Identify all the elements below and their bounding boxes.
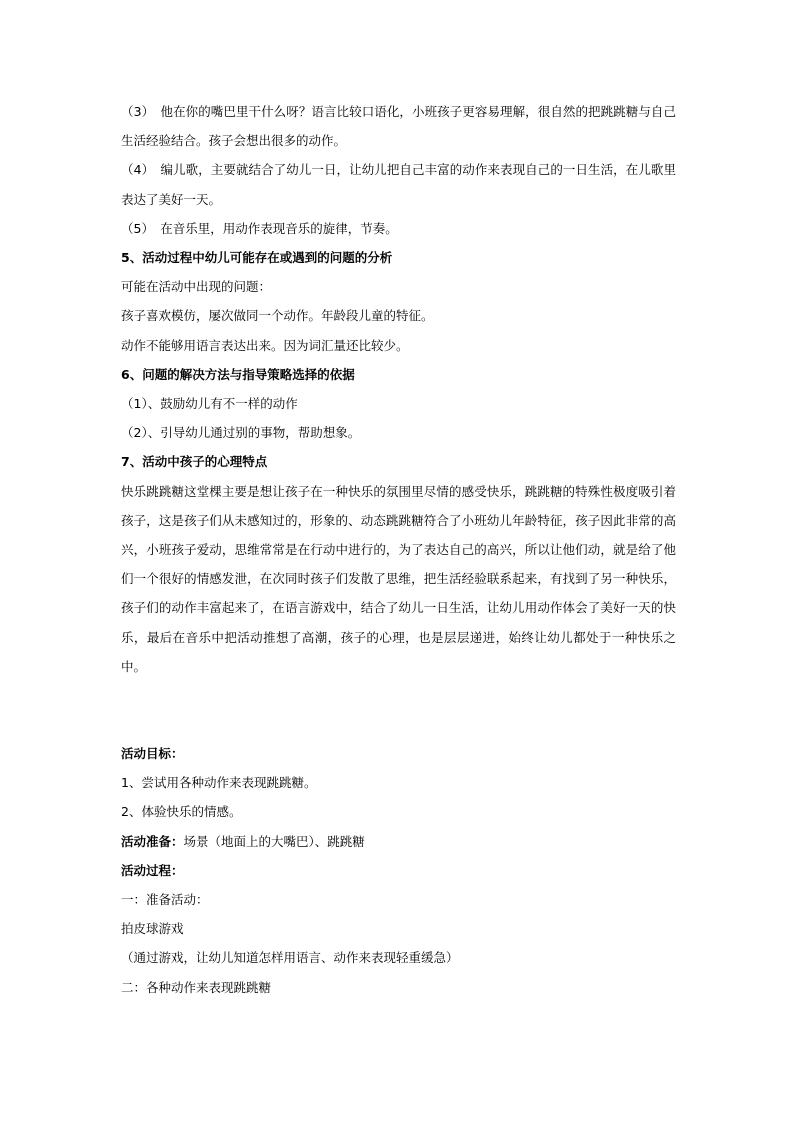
- problem-intro: 可能在活动中出现的问题：: [121, 279, 272, 295]
- preparation-line: [121, 827, 676, 856]
- section-heading-7: 7、活动中孩子的心理特点: [121, 454, 268, 470]
- problem-1: 孩子喜欢模仿，屡次做同一个动作。年龄段儿童的特征。: [121, 308, 434, 324]
- process-heading: 活动过程：: [121, 862, 184, 878]
- problem-2: 动作不能够用语言表达出来。因为词汇量还比较少。: [121, 337, 409, 353]
- preparation-label: 活动准备：: [121, 833, 184, 849]
- psychology-paragraph: 快乐跳跳糖这堂棵主要是想让孩子在一种快乐的氛围里尽情的感受快乐，跳跳糖的特殊性极度吸引着孩子，这是孩子们从未感知过的，形象的、动态跳跳糖符合了小班幼儿年龄特征，孩子因此非常的高兴，小班孩子爱动，思维常常是在行动中进行的，为了表达自己的高兴，所以让他们动，就是给了他们一个很好的情感发泄，在次同时孩子们发散了思维，把生活经验联系起来，有找到了另一种快乐，孩子们的动作丰富起来了，在语言游戏中，结合了幼儿一日生活，让幼儿用动作体会了美好一天的快乐，最后在音乐中把活动推想了高潮，孩子的心理，也是层层递进，始终让幼儿都处于一种快乐之中。: [121, 483, 676, 674]
- document-body: [121, 97, 676, 1002]
- paragraph-item-5: （5） 在音乐里，用动作表现音乐的旋律，节奏。: [121, 220, 398, 236]
- paragraph-item-3: （3） 他在你的嘴巴里干什么呀？语言比较口语化，小班孩子更容易理解，很自然的把跳跳糖与自己生活经验结合。孩子会想出很多的动作。: [121, 104, 676, 149]
- goal-2: 2、体验快乐的情感。: [121, 804, 242, 820]
- section-heading-6: 6、问题的解决方法与指导策略选择的依据: [121, 366, 355, 382]
- solution-1: （1）、鼓励幼儿有不一样的动作: [121, 396, 298, 412]
- preparation-text: 场景（地面上的大嘴巴）、跳跳糖: [183, 833, 365, 849]
- paragraph-item-4: （4） 编儿歌，主要就结合了幼儿一日，让幼儿把自己丰富的动作来表现自己的一日生活，在儿歌里表达了美好一天。: [121, 162, 676, 207]
- process-step-2: 二：各种动作来表现跳跳糖: [121, 979, 272, 995]
- goal-heading: 活动目标：: [121, 746, 184, 762]
- section-heading-5: 5、活动过程中幼儿可能存在或遇到的问题的分析: [121, 250, 393, 266]
- process-step-1-note: （通过游戏，让幼儿知道怎样用语言、动作来表现轻重缓急）: [121, 950, 459, 966]
- section-gap: [121, 681, 676, 739]
- process-step-1-game: 拍皮球游戏: [121, 921, 184, 937]
- process-step-1: 一：准备活动：: [121, 892, 209, 908]
- solution-2: （2）、引导幼儿通过别的事物，帮助想象。: [121, 425, 361, 441]
- goal-1: 1、尝试用各种动作来表现跳跳糖。: [121, 775, 317, 791]
